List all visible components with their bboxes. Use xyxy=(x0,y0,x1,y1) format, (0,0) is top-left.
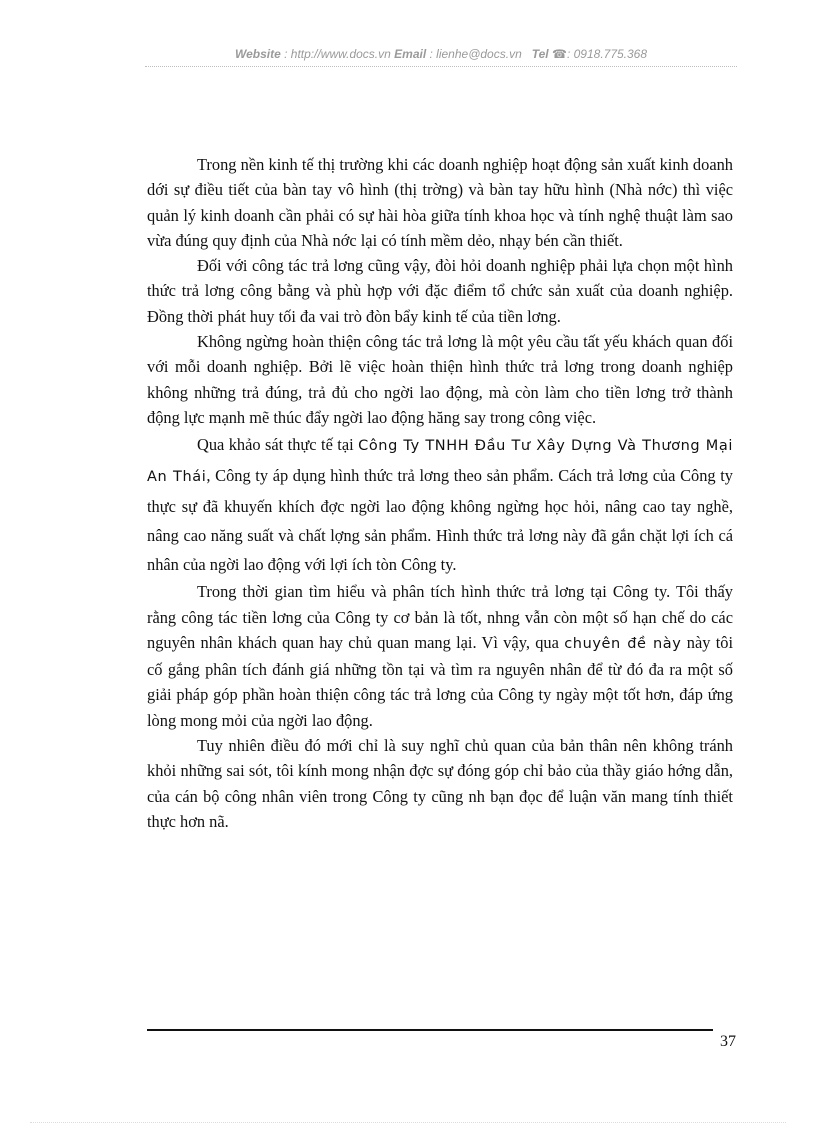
topic-suffix: này tôi cố gắng phân tích đánh giá những tồn tại và tìm ra nguyên nhân để từ đó đa ra một số giải pháp góp phần hoàn thiện công tác trả lơng của Công ty ngày một tốt hơn, đáp ứng lòng mong mỏi của ngời lao động. xyxy=(147,632,734,730)
company-name: Công Ty TNHH Đầu Tư Xây Dựng Và Thương Mại An Thái xyxy=(147,438,733,486)
topic-name: chuyên đề này xyxy=(564,635,682,652)
paragraph-closing: Tuy nhiên điều đó mới chỉ là suy nghĩ chủ quan của bản thân nên không tránh khỏi những sai sót, tôi kính mong nhận đợc sự đóng góp chỉ bảo của thầy giáo hớng dẫn, của cán bộ công nhân viên trong Công ty cũng nh bạn đọc để luận văn mang tính thiết thực hơn nã. xyxy=(147,736,733,831)
paragraph-topic xyxy=(147,579,733,733)
tel-value: : 0918.775.368 xyxy=(566,47,648,61)
phone-icon: ☎ xyxy=(552,47,567,61)
paragraph-wage-policy: Đối với công tác trả lơng cũng vậy, đòi hỏi doanh nghiệp phải lựa chọn một hình thức trả lơng công bằng và phù hợp với đặc điểm tổ chức sản xuất của doanh nghiệp. Đồng thời phát huy tối đa vai trò đòn bẩy kinh tế của tiền lơng. xyxy=(147,256,733,326)
email-label: Email xyxy=(394,47,427,61)
header-divider xyxy=(145,66,737,67)
paragraph-improvement: Không ngừng hoàn thiện công tác trả lơng là một yêu cầu tất yếu khách quan đối với mỗi doanh nghiệp. Bởi lẽ việc hoàn thiện hình thức trả lơng trong doanh nghiệp không những trả đúng, trả đủ cho ngời lao động, mà còn làm cho tiền lơng trở thành động lực mạnh mẽ thúc đẩy ngời lao động hăng say trong công việc. xyxy=(147,332,733,427)
footer-divider xyxy=(147,1029,713,1031)
website-label: Website xyxy=(234,47,281,61)
company-prefix: Qua khảo sát thực tế tại xyxy=(197,435,359,455)
topic-prefix: Trong thời gian tìm hiểu và phân tích hình thức trả lơng tại Công ty. Tôi thấy rằng công tác tiền lơng của Công ty cơ bản là tốt, nhng vẫn còn một số hạn chế do các nguyên nhân khách quan hay chủ quan mang lại. Vì vậy, qua xyxy=(147,582,733,652)
paragraph-intro: Trong nền kinh tế thị trường khi các doanh nghiệp hoạt động sản xuất kinh doanh dới sự điều tiết của bàn tay vô hình (thị trờng) và bàn tay hữu hình (Nhà nớc) thì việc quản lý kinh doanh cần phải có sự hài hòa giữa tính khoa học và tính nghệ thuật làm sao vừa đúng quy định của Nhà nớc lại có tính mềm dẻo, nhạy bén cần thiết. xyxy=(147,155,733,250)
email-value: : lienhe@docs.vn xyxy=(426,47,526,61)
page-number: 37 xyxy=(720,1033,736,1050)
paragraph-company xyxy=(147,430,733,579)
tel-label: Tel xyxy=(531,47,549,61)
document-body xyxy=(147,152,733,834)
page-header xyxy=(145,47,737,61)
website-value: : http://www.docs.vn xyxy=(280,47,395,61)
company-suffix: , Công ty áp dụng hình thức trả lơng theo sản phẩm. Cách trả lơng của Công ty thực sự đã khuyến khích đợc ngời lao động không ngừng học hỏi, nâng cao tay nghề, nâng cao năng suất và chất lợng sản phẩm. Hình thức trả lơng này đã gắn chặt lợi ích cá nhân của ngời lao động với lợi ích tòn Công ty. xyxy=(147,466,733,575)
